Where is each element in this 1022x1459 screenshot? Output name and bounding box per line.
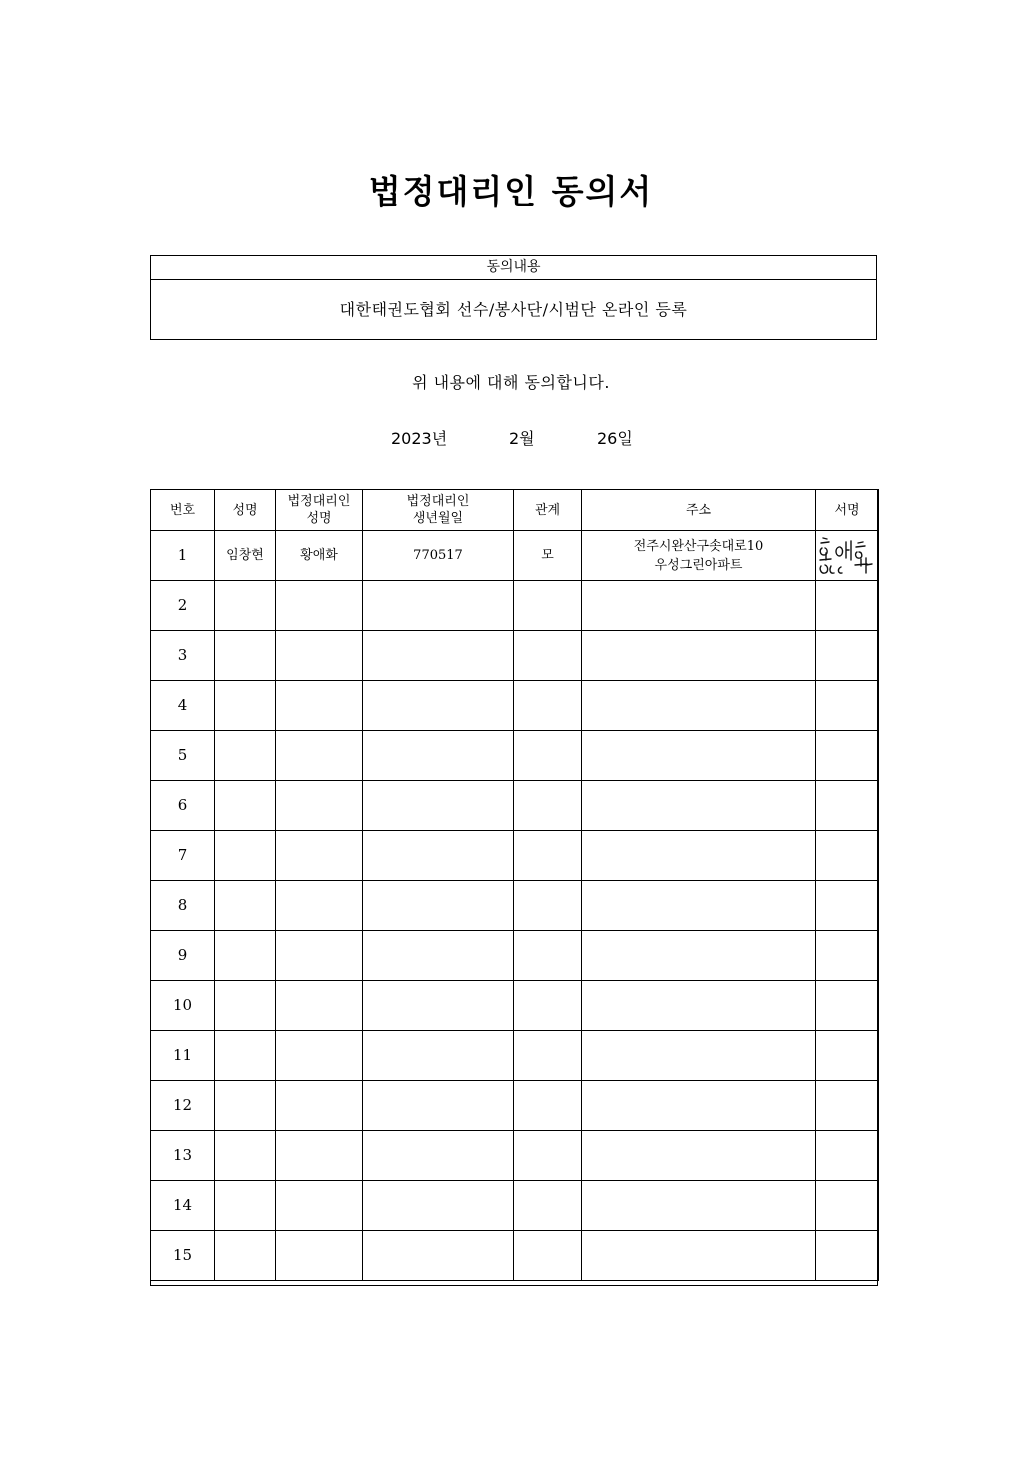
agreement-statement: 위 내용에 대해 동의합니다. — [412, 373, 610, 392]
row-guardian-name — [276, 1231, 363, 1281]
row-relation — [514, 1031, 582, 1081]
row-guardian-name — [276, 581, 363, 631]
row-number: 2 — [151, 581, 215, 631]
row-number: 10 — [151, 981, 215, 1031]
row-address — [582, 631, 816, 681]
table-row — [151, 1081, 879, 1131]
row-number: 3 — [151, 631, 215, 681]
table-row — [151, 1231, 879, 1281]
row-guardian-name — [276, 1181, 363, 1231]
row-guardian-name — [276, 931, 363, 981]
header-address: 주소 — [582, 490, 816, 531]
row-address — [582, 831, 816, 881]
row-signature — [816, 1131, 879, 1181]
row-address — [582, 981, 816, 1031]
row-relation — [514, 1131, 582, 1181]
row-number: 14 — [151, 1181, 215, 1231]
table-row — [151, 731, 879, 781]
row-address-line2: 우성그린아파트 — [654, 557, 743, 573]
table-row — [151, 631, 879, 681]
row-guardian-name — [276, 881, 363, 931]
row-name — [215, 681, 276, 731]
row-relation — [514, 1231, 582, 1281]
row-number: 11 — [151, 1031, 215, 1081]
row-number: 13 — [151, 1131, 215, 1181]
table-row — [151, 931, 879, 981]
row-signature — [816, 931, 879, 981]
row-number: 15 — [151, 1231, 215, 1281]
row-signature — [816, 1031, 879, 1081]
row-guardian-birth — [363, 631, 514, 681]
header-guardian-birth-line1: 법정대리인 — [406, 494, 470, 509]
row-signature — [816, 531, 879, 581]
row-number: 8 — [151, 881, 215, 931]
row-relation — [514, 981, 582, 1031]
header-guardian-birth-line2: 생년월일 — [412, 511, 464, 526]
table-row — [151, 831, 879, 881]
row-signature — [816, 731, 879, 781]
row-address-line1: 전주시완산구솟대로10 — [633, 538, 764, 554]
consent-roster-table — [150, 489, 879, 1281]
table-row — [151, 1181, 879, 1231]
row-name — [215, 1081, 276, 1131]
header-number: 번호 — [151, 490, 215, 531]
header-guardian-birth — [363, 490, 514, 531]
row-signature — [816, 631, 879, 681]
row-guardian-birth — [363, 731, 514, 781]
row-signature — [816, 831, 879, 881]
row-name: 임창현 — [215, 531, 276, 581]
row-guardian-birth — [363, 831, 514, 881]
row-address — [582, 781, 816, 831]
row-signature — [816, 1181, 879, 1231]
row-address — [582, 1131, 816, 1181]
row-guardian-name — [276, 1031, 363, 1081]
row-relation — [514, 831, 582, 881]
consent-content: 대한태권도협회 선수/봉사단/시범단 온라인 등록 — [339, 300, 688, 319]
row-relation — [514, 931, 582, 981]
row-name — [215, 731, 276, 781]
row-relation — [514, 681, 582, 731]
row-address — [582, 1031, 816, 1081]
row-number: 6 — [151, 781, 215, 831]
row-guardian-name — [276, 731, 363, 781]
row-name — [215, 1131, 276, 1181]
row-address — [582, 1231, 816, 1281]
handwritten-signature — [817, 533, 877, 579]
row-guardian-name — [276, 981, 363, 1031]
consent-box — [150, 255, 877, 340]
row-address — [582, 581, 816, 631]
row-address — [582, 731, 816, 781]
row-signature — [816, 881, 879, 931]
row-signature — [816, 581, 879, 631]
row-number: 12 — [151, 1081, 215, 1131]
row-signature — [816, 781, 879, 831]
row-relation — [514, 731, 582, 781]
row-relation — [514, 1081, 582, 1131]
row-guardian-birth — [363, 1181, 514, 1231]
row-number: 9 — [151, 931, 215, 981]
row-address — [582, 531, 816, 581]
row-guardian-name: 황애화 — [276, 531, 363, 581]
row-guardian-name — [276, 1131, 363, 1181]
row-number: 7 — [151, 831, 215, 881]
row-guardian-name — [276, 681, 363, 731]
row-name — [215, 581, 276, 631]
row-name — [215, 1181, 276, 1231]
header-name: 성명 — [215, 490, 276, 531]
row-name — [215, 981, 276, 1031]
table-row — [151, 1131, 879, 1181]
header-guardian-name-line2: 성명 — [306, 511, 332, 526]
consent-header: 동의내용 — [151, 256, 876, 280]
date-year: 2023년 — [391, 429, 448, 448]
row-number: 4 — [151, 681, 215, 731]
row-name — [215, 1231, 276, 1281]
date-month: 2월 — [509, 429, 535, 448]
table-row — [151, 1031, 879, 1081]
header-signature: 서명 — [816, 490, 879, 531]
row-guardian-name — [276, 631, 363, 681]
row-address — [582, 931, 816, 981]
header-guardian-name — [276, 490, 363, 531]
row-address — [582, 1081, 816, 1131]
row-signature — [816, 981, 879, 1031]
row-signature — [816, 1231, 879, 1281]
row-relation — [514, 881, 582, 931]
row-guardian-birth — [363, 681, 514, 731]
row-address — [582, 681, 816, 731]
row-relation — [514, 781, 582, 831]
row-guardian-birth: 770517 — [363, 531, 514, 581]
row-signature — [816, 1081, 879, 1131]
row-guardian-birth — [363, 1231, 514, 1281]
table-row — [151, 531, 879, 581]
row-guardian-birth — [363, 931, 514, 981]
row-guardian-name — [276, 831, 363, 881]
row-name — [215, 931, 276, 981]
table-header-row — [151, 490, 879, 531]
row-guardian-birth — [363, 1081, 514, 1131]
row-guardian-name — [276, 1081, 363, 1131]
table-row — [151, 881, 879, 931]
row-name — [215, 631, 276, 681]
row-relation — [514, 631, 582, 681]
table-row — [151, 681, 879, 731]
row-guardian-name — [276, 781, 363, 831]
row-guardian-birth — [363, 581, 514, 631]
header-relation: 관계 — [514, 490, 582, 531]
row-guardian-birth — [363, 1031, 514, 1081]
table-row — [151, 981, 879, 1031]
row-guardian-birth — [363, 781, 514, 831]
table-row — [151, 781, 879, 831]
row-guardian-birth — [363, 881, 514, 931]
row-name — [215, 781, 276, 831]
header-guardian-name-line1: 법정대리인 — [287, 494, 351, 509]
date-day: 26일 — [597, 429, 633, 448]
row-relation — [514, 581, 582, 631]
row-guardian-birth — [363, 1131, 514, 1181]
row-name — [215, 1031, 276, 1081]
row-name — [215, 831, 276, 881]
row-number: 1 — [151, 531, 215, 581]
row-address — [582, 881, 816, 931]
document-title: 법정대리인 동의서 — [368, 172, 654, 211]
row-address — [582, 1181, 816, 1231]
row-number: 5 — [151, 731, 215, 781]
row-guardian-birth — [363, 981, 514, 1031]
row-relation — [514, 1181, 582, 1231]
table-row — [151, 581, 879, 631]
row-signature — [816, 681, 879, 731]
row-relation: 모 — [514, 531, 582, 581]
row-name — [215, 881, 276, 931]
